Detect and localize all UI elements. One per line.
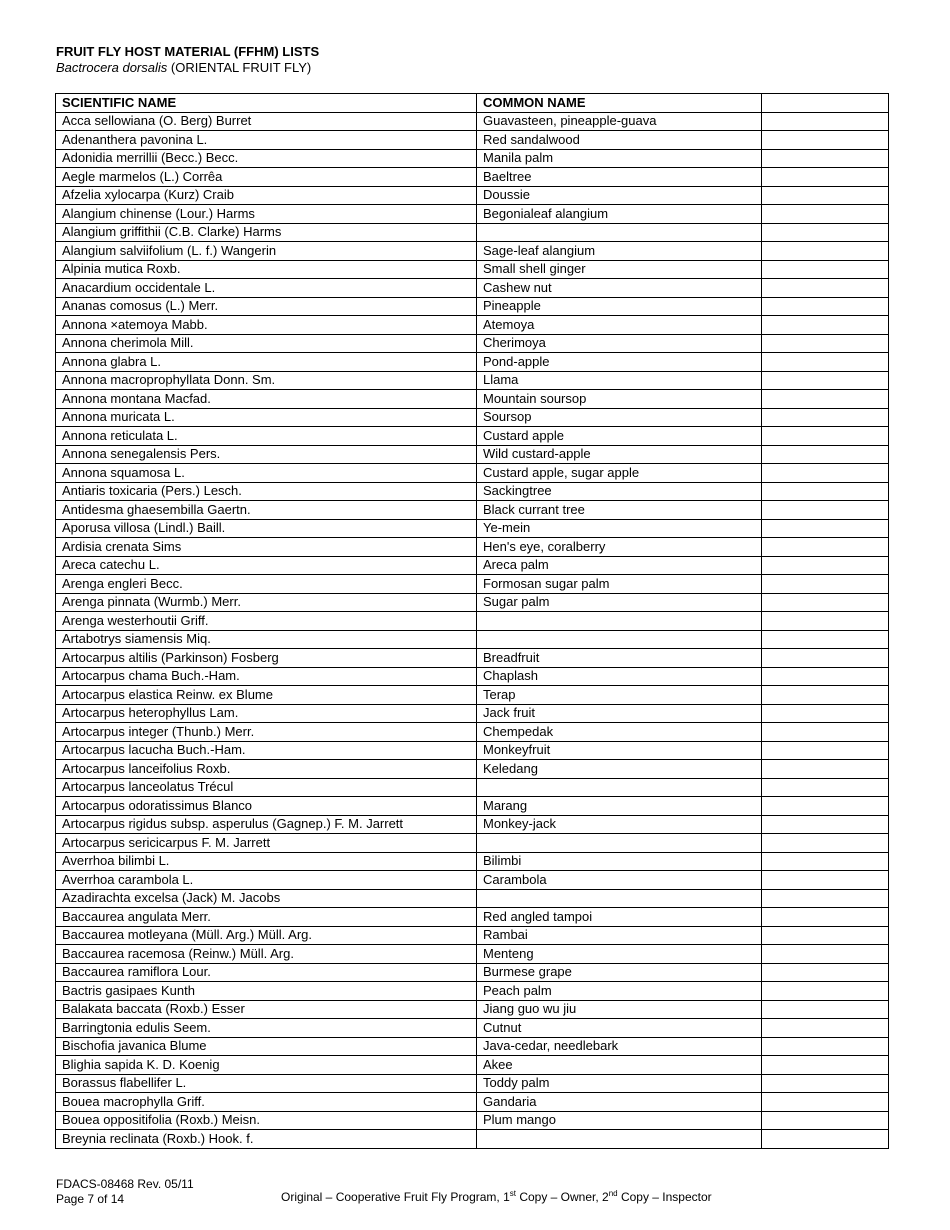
scientific-name-cell: Annona montana Macfad. — [56, 390, 477, 409]
common-name-cell: Bilimbi — [477, 852, 762, 871]
table-row — [56, 1093, 889, 1112]
common-name-cell: Pineapple — [477, 297, 762, 316]
table-row — [56, 1111, 889, 1130]
form-number: FDACS-08468 Rev. 05/11 — [56, 1177, 194, 1191]
blank-cell — [762, 741, 889, 760]
common-name-cell: Chaplash — [477, 667, 762, 686]
table-row — [56, 279, 889, 298]
table-row — [56, 612, 889, 631]
blank-cell — [762, 464, 889, 483]
table-row — [56, 1037, 889, 1056]
blank-cell — [762, 186, 889, 205]
scientific-name-cell: Artocarpus elastica Reinw. ex Blume — [56, 686, 477, 705]
distribution-sup-2: nd — [608, 1189, 618, 1198]
common-name-cell: Doussie — [477, 186, 762, 205]
table-row — [56, 871, 889, 890]
common-name-cell: Cutnut — [477, 1019, 762, 1038]
common-name-cell: Red angled tampoi — [477, 908, 762, 927]
table-body — [56, 112, 889, 1148]
table-row — [56, 408, 889, 427]
blank-cell — [762, 168, 889, 187]
scientific-name-cell: Ardisia crenata Sims — [56, 538, 477, 557]
blank-cell — [762, 815, 889, 834]
scientific-name-cell: Artocarpus chama Buch.-Ham. — [56, 667, 477, 686]
blank-cell — [762, 519, 889, 538]
blank-cell — [762, 1019, 889, 1038]
blank-cell — [762, 1037, 889, 1056]
scientific-name-cell: Averrhoa bilimbi L. — [56, 852, 477, 871]
table-row — [56, 482, 889, 501]
scientific-name-cell: Arenga westerhoutii Griff. — [56, 612, 477, 631]
blank-cell — [762, 334, 889, 353]
blank-cell — [762, 501, 889, 520]
scientific-name-cell: Adonidia merrillii (Becc.) Becc. — [56, 149, 477, 168]
blank-cell — [762, 112, 889, 131]
scientific-name-cell: Averrhoa carambola L. — [56, 871, 477, 890]
blank-cell — [762, 704, 889, 723]
common-name-cell: Mountain soursop — [477, 390, 762, 409]
scientific-name-cell: Anacardium occidentale L. — [56, 279, 477, 298]
table-row — [56, 852, 889, 871]
table-row — [56, 593, 889, 612]
blank-cell — [762, 667, 889, 686]
common-name-cell: Rambai — [477, 926, 762, 945]
table-row — [56, 667, 889, 686]
blank-cell — [762, 205, 889, 224]
table-row — [56, 464, 889, 483]
common-name-cell: Cashew nut — [477, 279, 762, 298]
scientific-name-cell: Aegle marmelos (L.) Corrêa — [56, 168, 477, 187]
table-row — [56, 186, 889, 205]
table-row — [56, 390, 889, 409]
blank-cell — [762, 1093, 889, 1112]
common-name-cell: Small shell ginger — [477, 260, 762, 279]
table-row — [56, 334, 889, 353]
scientific-name-cell: Artocarpus integer (Thunb.) Merr. — [56, 723, 477, 742]
common-name-cell: Akee — [477, 1056, 762, 1075]
blank-cell — [762, 445, 889, 464]
table-row — [56, 945, 889, 964]
table-row — [56, 723, 889, 742]
blank-cell — [762, 1130, 889, 1149]
scientific-name-cell: Baccaurea ramiflora Lour. — [56, 963, 477, 982]
scientific-name-cell: Artocarpus lanceifolius Roxb. — [56, 760, 477, 779]
table-row — [56, 371, 889, 390]
scientific-name-cell: Artabotrys siamensis Miq. — [56, 630, 477, 649]
distribution-sup-1: st — [509, 1189, 516, 1198]
common-name-cell — [477, 630, 762, 649]
common-name-cell — [477, 889, 762, 908]
scientific-name-cell: Baccaurea motleyana (Müll. Arg.) Müll. Arg. — [56, 926, 477, 945]
scientific-name-cell: Artocarpus lacucha Buch.-Ham. — [56, 741, 477, 760]
table-row — [56, 149, 889, 168]
table-row — [56, 926, 889, 945]
distribution-text-3: Copy – Inspector — [617, 1190, 712, 1204]
blank-cell — [762, 1074, 889, 1093]
blank-cell — [762, 575, 889, 594]
common-name-cell — [477, 223, 762, 242]
blank-cell — [762, 760, 889, 779]
scientific-name-cell: Antidesma ghaesembilla Gaertn. — [56, 501, 477, 520]
common-name-cell: Llama — [477, 371, 762, 390]
scientific-name-cell: Alangium griffithii (C.B. Clarke) Harms — [56, 223, 477, 242]
table-row — [56, 538, 889, 557]
footer-form-info — [56, 1177, 194, 1207]
scientific-name-cell: Bouea macrophylla Griff. — [56, 1093, 477, 1112]
blank-cell — [762, 538, 889, 557]
table-row — [56, 242, 889, 261]
blank-cell — [762, 482, 889, 501]
footer-distribution — [281, 1190, 712, 1205]
common-name-cell: Pond-apple — [477, 353, 762, 372]
scientific-name-cell: Annona squamosa L. — [56, 464, 477, 483]
scientific-name-cell: Annona senegalensis Pers. — [56, 445, 477, 464]
scientific-name-cell: Artocarpus heterophyllus Lam. — [56, 704, 477, 723]
blank-cell — [762, 223, 889, 242]
scientific-name-cell: Ananas comosus (L.) Merr. — [56, 297, 477, 316]
distribution-text-2: Copy – Owner, 2 — [515, 1190, 609, 1204]
scientific-name-cell: Annona cherimola Mill. — [56, 334, 477, 353]
common-name-cell: Jiang guo wu jiu — [477, 1000, 762, 1019]
blank-cell — [762, 889, 889, 908]
blank-cell — [762, 316, 889, 335]
blank-cell — [762, 852, 889, 871]
table-row — [56, 1074, 889, 1093]
blank-cell — [762, 1000, 889, 1019]
table-row — [56, 630, 889, 649]
scientific-name-cell: Annona glabra L. — [56, 353, 477, 372]
common-name-cell: Sackingtree — [477, 482, 762, 501]
scientific-name-cell: Alpinia mutica Roxb. — [56, 260, 477, 279]
scientific-name-cell: Baccaurea angulata Merr. — [56, 908, 477, 927]
common-name-cell: Formosan sugar palm — [477, 575, 762, 594]
document-title: FRUIT FLY HOST MATERIAL (FFHM) LISTS — [56, 44, 320, 59]
scientific-name-cell: Annona muricata L. — [56, 408, 477, 427]
table-row — [56, 815, 889, 834]
table-row — [56, 908, 889, 927]
common-name-cell: Cherimoya — [477, 334, 762, 353]
blank-cell — [762, 945, 889, 964]
common-name-cell: Ye-mein — [477, 519, 762, 538]
blank-cell — [762, 926, 889, 945]
scientific-name-cell: Alangium salviifolium (L. f.) Wangerin — [56, 242, 477, 261]
common-name-cell: Atemoya — [477, 316, 762, 335]
table-row — [56, 131, 889, 150]
common-name-cell: Marang — [477, 797, 762, 816]
blank-cell — [762, 778, 889, 797]
table-row — [56, 168, 889, 187]
distribution-text-1: Original – Cooperative Fruit Fly Program, 1 — [281, 1190, 510, 1204]
blank-cell — [762, 797, 889, 816]
table-row — [56, 963, 889, 982]
blank-cell — [762, 834, 889, 853]
common-name-cell: Toddy palm — [477, 1074, 762, 1093]
table-row — [56, 297, 889, 316]
table-row — [56, 445, 889, 464]
table-row — [56, 353, 889, 372]
blank-cell — [762, 908, 889, 927]
common-name-cell: Burmese grape — [477, 963, 762, 982]
blank-cell — [762, 408, 889, 427]
scientific-name-cell: Artocarpus altilis (Parkinson) Fosberg — [56, 649, 477, 668]
table-row — [56, 575, 889, 594]
common-name-cell — [477, 778, 762, 797]
blank-cell — [762, 1111, 889, 1130]
table-row — [56, 519, 889, 538]
blank-cell — [762, 612, 889, 631]
scientific-name-cell: Artocarpus lanceolatus Trécul — [56, 778, 477, 797]
table-row — [56, 686, 889, 705]
table-row — [56, 760, 889, 779]
common-name-cell: Monkeyfruit — [477, 741, 762, 760]
blank-cell — [762, 242, 889, 261]
table-row — [56, 889, 889, 908]
scientific-name-cell: Areca catechu L. — [56, 556, 477, 575]
page-number: Page 7 of 14 — [56, 1192, 125, 1206]
common-name-cell: Hen's eye, coralberry — [477, 538, 762, 557]
scientific-name-cell: Annona ×atemoya Mabb. — [56, 316, 477, 335]
common-name-cell: Sage-leaf alangium — [477, 242, 762, 261]
common-name-cell: Plum mango — [477, 1111, 762, 1130]
scientific-name-cell: Antiaris toxicaria (Pers.) Lesch. — [56, 482, 477, 501]
common-name-cell — [477, 1130, 762, 1149]
table-row — [56, 316, 889, 335]
blank-cell — [762, 427, 889, 446]
blank-cell — [762, 353, 889, 372]
scientific-name-cell: Annona reticulata L. — [56, 427, 477, 446]
scientific-name-cell: Bactris gasipaes Kunth — [56, 982, 477, 1001]
table-row — [56, 556, 889, 575]
table-row — [56, 649, 889, 668]
common-name-cell: Black currant tree — [477, 501, 762, 520]
table-row — [56, 797, 889, 816]
column-header-common-name: COMMON NAME — [477, 94, 762, 113]
blank-cell — [762, 593, 889, 612]
scientific-name-cell: Afzelia xylocarpa (Kurz) Craib — [56, 186, 477, 205]
scientific-name-cell: Barringtonia edulis Seem. — [56, 1019, 477, 1038]
blank-cell — [762, 149, 889, 168]
scientific-name-cell: Bischofia javanica Blume — [56, 1037, 477, 1056]
common-name-cell: Keledang — [477, 760, 762, 779]
species-common-name: (ORIENTAL FRUIT FLY) — [170, 60, 312, 75]
document-header — [56, 44, 319, 76]
scientific-name-cell: Baccaurea racemosa (Reinw.) Müll. Arg. — [56, 945, 477, 964]
blank-cell — [762, 871, 889, 890]
scientific-name-cell: Balakata baccata (Roxb.) Esser — [56, 1000, 477, 1019]
table-row — [56, 704, 889, 723]
table-row — [56, 260, 889, 279]
common-name-cell: Java-cedar, needlebark — [477, 1037, 762, 1056]
common-name-cell: Areca palm — [477, 556, 762, 575]
table-row — [56, 1056, 889, 1075]
blank-cell — [762, 279, 889, 298]
scientific-name-cell: Bouea oppositifolia (Roxb.) Meisn. — [56, 1111, 477, 1130]
blank-cell — [762, 371, 889, 390]
scientific-name-cell: Artocarpus odoratissimus Blanco — [56, 797, 477, 816]
blank-cell — [762, 297, 889, 316]
scientific-name-cell: Azadirachta excelsa (Jack) M. Jacobs — [56, 889, 477, 908]
host-material-table — [55, 93, 889, 1149]
table-row — [56, 982, 889, 1001]
blank-cell — [762, 649, 889, 668]
blank-cell — [762, 1056, 889, 1075]
scientific-name-cell: Blighia sapida K. D. Koenig — [56, 1056, 477, 1075]
common-name-cell: Breadfruit — [477, 649, 762, 668]
common-name-cell: Sugar palm — [477, 593, 762, 612]
scientific-name-cell: Artocarpus sericicarpus F. M. Jarrett — [56, 834, 477, 853]
column-header-scientific-name: SCIENTIFIC NAME — [56, 94, 477, 113]
blank-cell — [762, 131, 889, 150]
common-name-cell: Custard apple — [477, 427, 762, 446]
scientific-name-cell: Annona macroprophyllata Donn. Sm. — [56, 371, 477, 390]
table-row — [56, 223, 889, 242]
table-row — [56, 778, 889, 797]
common-name-cell: Wild custard-apple — [477, 445, 762, 464]
blank-cell — [762, 982, 889, 1001]
common-name-cell: Monkey-jack — [477, 815, 762, 834]
table-row — [56, 1130, 889, 1149]
species-scientific-name: Bactrocera dorsalis — [56, 60, 168, 75]
blank-cell — [762, 686, 889, 705]
table-row — [56, 741, 889, 760]
table-row — [56, 427, 889, 446]
common-name-cell — [477, 612, 762, 631]
common-name-cell: Soursop — [477, 408, 762, 427]
common-name-cell: Terap — [477, 686, 762, 705]
scientific-name-cell: Arenga pinnata (Wurmb.) Merr. — [56, 593, 477, 612]
table-header-row — [56, 94, 889, 113]
common-name-cell: Jack fruit — [477, 704, 762, 723]
table-row — [56, 501, 889, 520]
common-name-cell: Manila palm — [477, 149, 762, 168]
common-name-cell: Chempedak — [477, 723, 762, 742]
scientific-name-cell: Adenanthera pavonina L. — [56, 131, 477, 150]
common-name-cell: Red sandalwood — [477, 131, 762, 150]
common-name-cell: Peach palm — [477, 982, 762, 1001]
scientific-name-cell: Alangium chinense (Lour.) Harms — [56, 205, 477, 224]
blank-cell — [762, 630, 889, 649]
document-subtitle — [56, 60, 319, 76]
table-row — [56, 834, 889, 853]
common-name-cell: Begonialeaf alangium — [477, 205, 762, 224]
blank-cell — [762, 260, 889, 279]
blank-cell — [762, 390, 889, 409]
table-row — [56, 1019, 889, 1038]
common-name-cell: Custard apple, sugar apple — [477, 464, 762, 483]
scientific-name-cell: Breynia reclinata (Roxb.) Hook. f. — [56, 1130, 477, 1149]
common-name-cell: Menteng — [477, 945, 762, 964]
blank-cell — [762, 723, 889, 742]
blank-cell — [762, 556, 889, 575]
common-name-cell: Carambola — [477, 871, 762, 890]
scientific-name-cell: Arenga engleri Becc. — [56, 575, 477, 594]
common-name-cell: Guavasteen, pineapple-guava — [477, 112, 762, 131]
blank-cell — [762, 963, 889, 982]
table-row — [56, 112, 889, 131]
scientific-name-cell: Borassus flabellifer L. — [56, 1074, 477, 1093]
common-name-cell: Gandaria — [477, 1093, 762, 1112]
column-header-blank — [762, 94, 889, 113]
common-name-cell — [477, 834, 762, 853]
scientific-name-cell: Acca sellowiana (O. Berg) Burret — [56, 112, 477, 131]
scientific-name-cell: Artocarpus rigidus subsp. asperulus (Gagnep.) F. M. Jarrett — [56, 815, 477, 834]
table-row — [56, 205, 889, 224]
common-name-cell: Baeltree — [477, 168, 762, 187]
table-row — [56, 1000, 889, 1019]
scientific-name-cell: Aporusa villosa (Lindl.) Baill. — [56, 519, 477, 538]
